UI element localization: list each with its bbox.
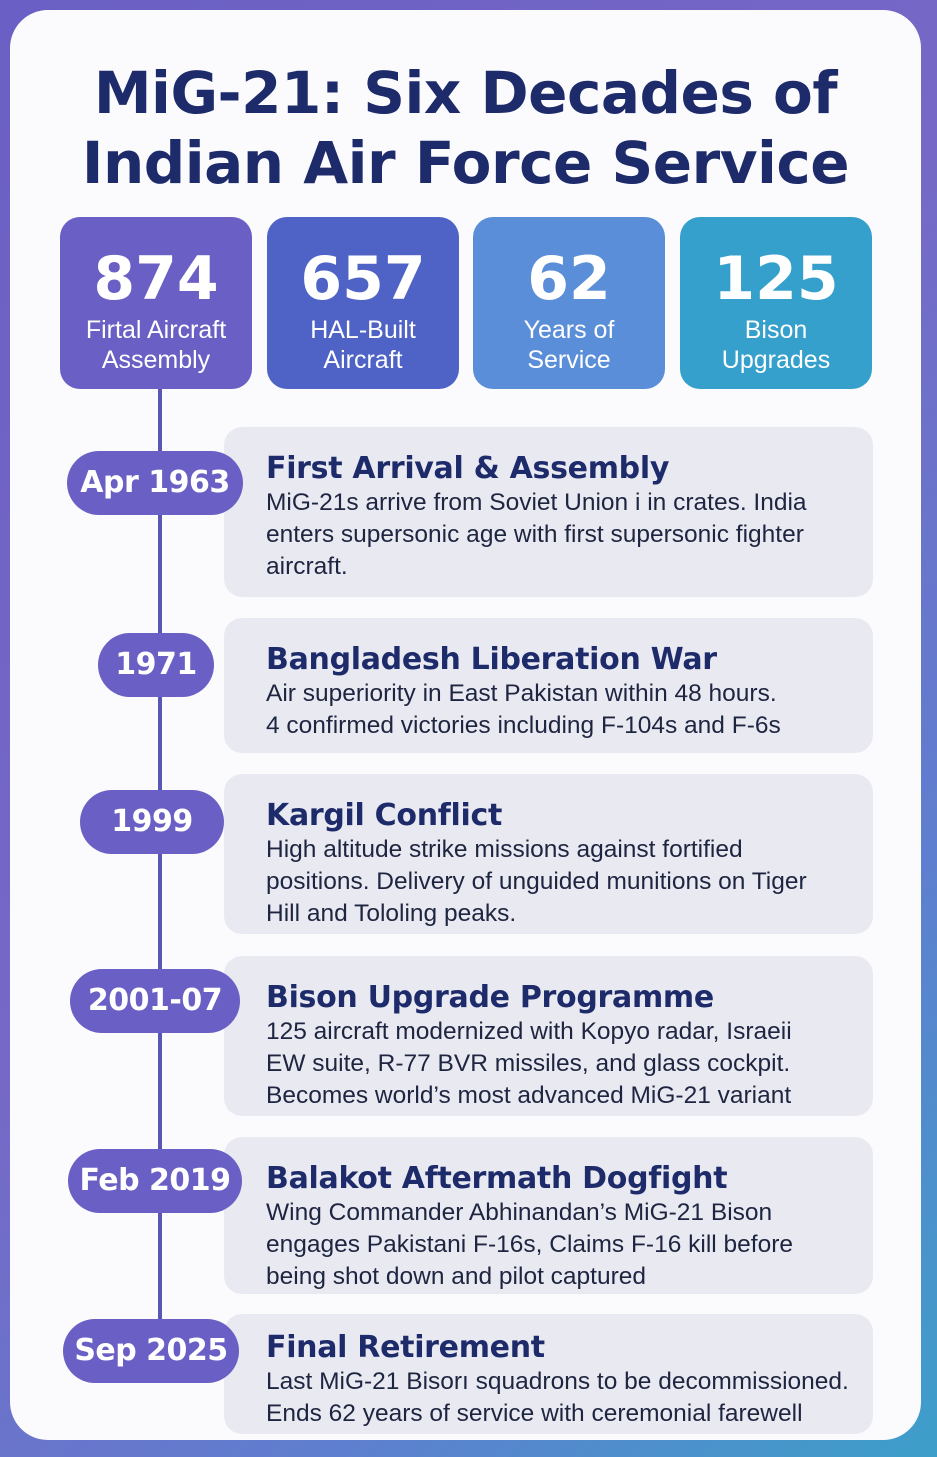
event-description <box>266 1366 873 1430</box>
timeline-event <box>224 1314 873 1434</box>
event-heading: Balakot Aftermath Dogfight <box>266 1161 728 1196</box>
event-description-line: 125 aircraft modernized with Kopyo radar, Israeii <box>266 1018 792 1045</box>
stat-card-hal-built <box>267 217 459 389</box>
event-heading: Bangladesh Liberation War <box>266 642 717 677</box>
event-description-line: High altitude strike missions against fortified <box>266 836 743 863</box>
stat-label-line-2: Upgrades <box>721 346 831 374</box>
event-description-line: MiG-21s arrive from Soviet Union i in crates. India <box>266 489 807 516</box>
event-description-line: Last MiG-21 Bisorı squadrons to be decommissioned. <box>266 1368 849 1395</box>
stat-card-bison <box>680 217 872 389</box>
event-description-line: 4 confirmed victories including F-104s and F-6s <box>266 712 781 739</box>
event-description <box>266 487 873 583</box>
stat-label-line-2: Aircraft <box>323 346 403 374</box>
event-heading: Bison Upgrade Programme <box>266 980 714 1015</box>
event-description-line: positions. Delivery of unguided munitions on Tiger <box>266 868 807 895</box>
stat-card-assembly <box>60 217 252 389</box>
stat-value: 657 <box>300 244 426 314</box>
event-description <box>266 1197 873 1293</box>
timeline-event <box>224 427 873 597</box>
page-title <box>10 58 921 198</box>
stat-label-line-2: Assembly <box>101 346 211 374</box>
date-badge: Sep 2025 <box>63 1319 239 1383</box>
event-heading: First Arrival & Assembly <box>266 451 670 486</box>
timeline-event <box>224 1137 873 1294</box>
stat-label-line-1: HAL-Built <box>310 316 416 344</box>
event-description-line: EW suite, R-77 BVR missiles, and glass cockpit. <box>266 1050 791 1077</box>
event-description-line: Hill and Tololing peaks. <box>266 900 517 927</box>
stat-card-years <box>473 217 665 389</box>
stat-value: 125 <box>713 244 839 314</box>
event-description-line: Air superiority in East Pakistan within 48 hours. <box>266 680 777 707</box>
stat-value: 62 <box>527 244 611 314</box>
event-description-line: enters supersonic age with first supersonic fighter <box>266 521 804 548</box>
date-badge: Apr 1963 <box>67 451 243 515</box>
date-badge: 1999 <box>80 790 224 854</box>
infographic-card <box>10 10 921 1440</box>
title-line-1: MiG-21: Six Decades of <box>93 59 838 127</box>
event-description-line: aircraft. <box>266 553 348 580</box>
stat-value: 874 <box>93 244 219 314</box>
stat-label-line-1: Years of <box>523 316 615 344</box>
stat-label-line-2: Service <box>527 346 611 374</box>
title-line-2: Indian Air Force Service <box>81 129 850 197</box>
date-badge: 2001-07 <box>70 969 240 1033</box>
event-description-line: Ends 62 years of service with ceremonial farewell <box>266 1400 803 1427</box>
event-heading: Final Retirement <box>266 1330 545 1365</box>
date-badge: Feb 2019 <box>68 1149 242 1213</box>
event-description-line: Becomes world’s most advanced MiG-21 variant <box>266 1082 792 1109</box>
event-description-line: being shot down and pilot captured <box>266 1263 647 1290</box>
stat-label-line-1: Bison <box>744 316 808 344</box>
event-heading: Kargil Conflict <box>266 798 502 833</box>
event-description <box>266 1016 873 1112</box>
timeline-event <box>224 618 873 753</box>
timeline-event <box>224 774 873 934</box>
date-badge: 1971 <box>98 633 214 697</box>
event-description-line: engages Pakistani F-16s, Claims F-16 kill before <box>266 1231 793 1258</box>
event-description <box>266 834 873 930</box>
event-description <box>266 678 873 742</box>
event-description-line: Wing Commander Abhinandan’s MiG-21 Bison <box>266 1199 773 1226</box>
timeline-event <box>224 956 873 1116</box>
stat-label-line-1: Firtal Aircraft <box>85 316 227 344</box>
